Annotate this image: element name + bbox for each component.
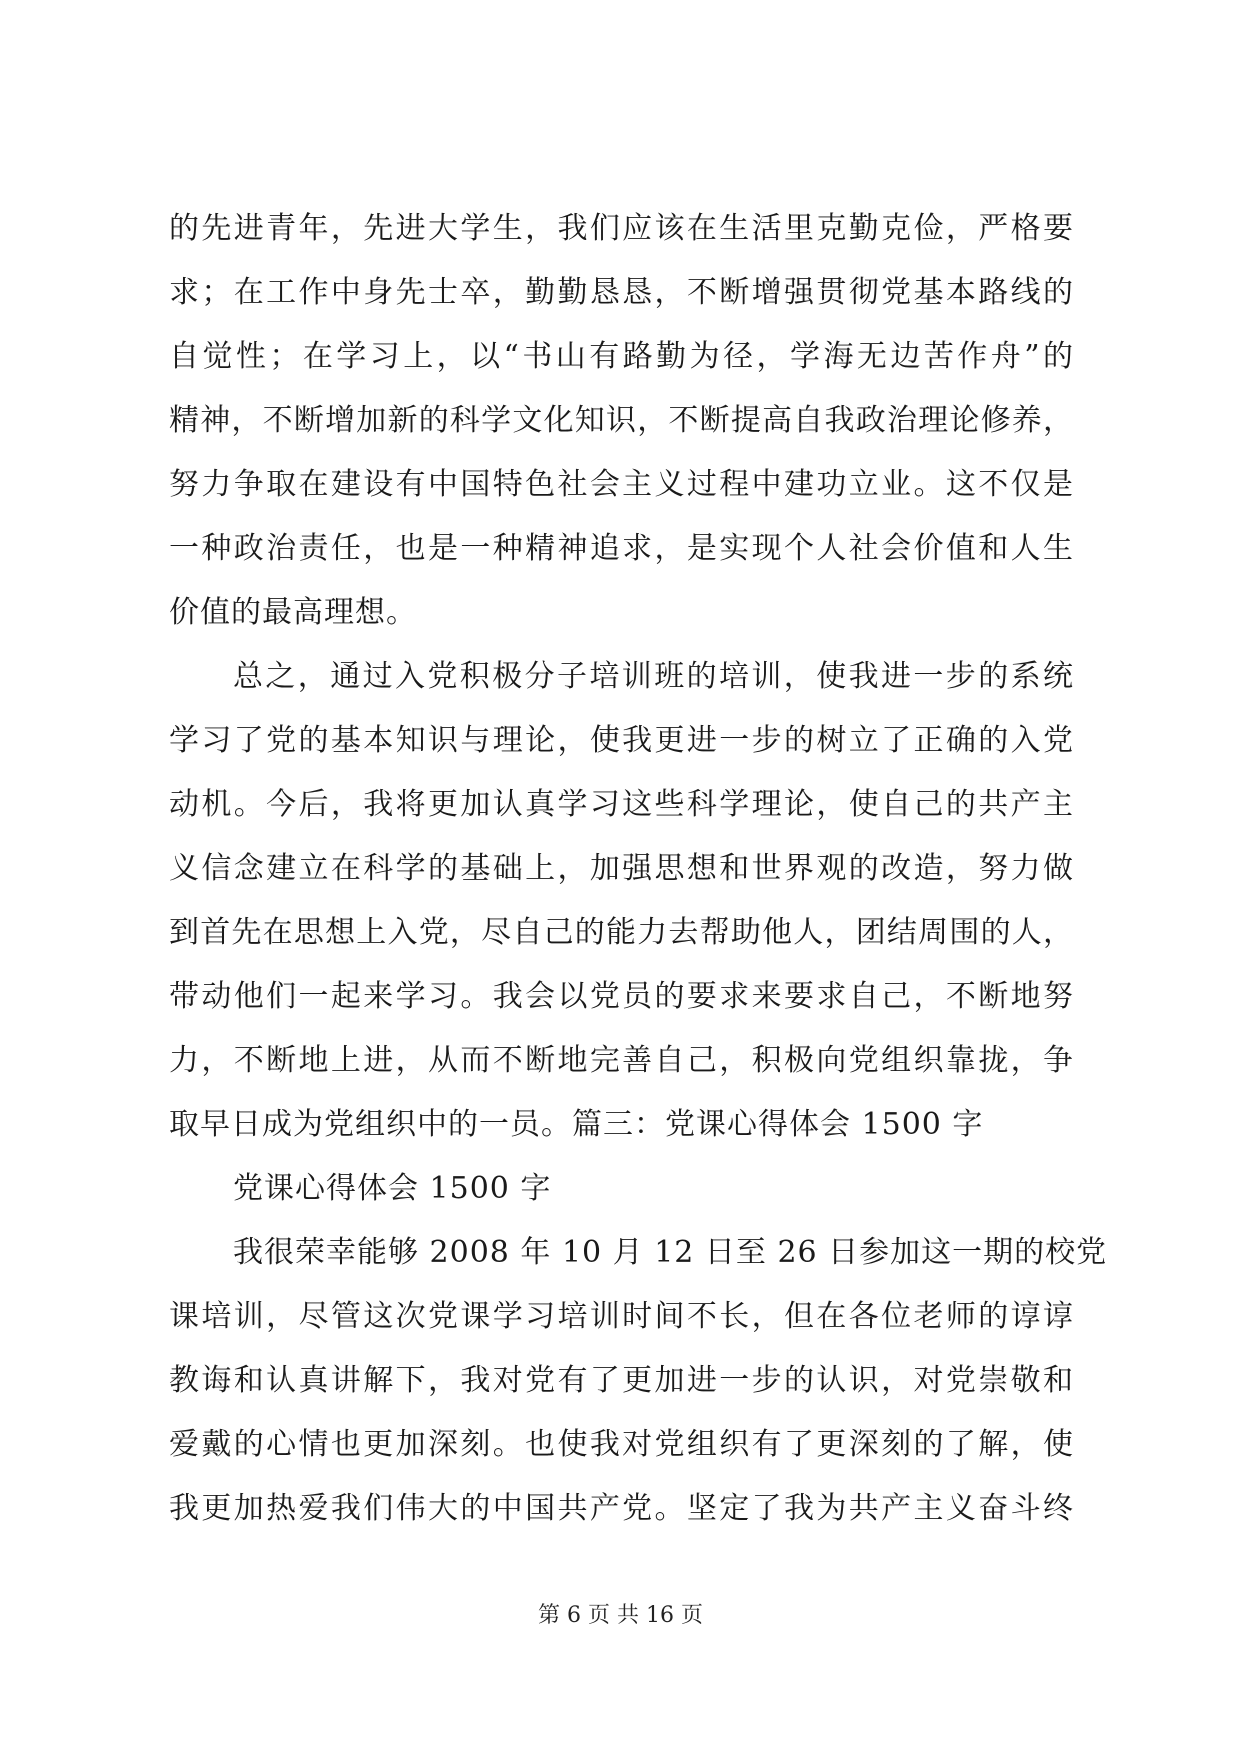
text-line: 我更加热爱我们伟大的中国共产党。坚定了我为共产主义奋斗终 — [169, 1491, 1074, 1526]
section-heading: 党课心得体会 1500 字 — [233, 1171, 552, 1206]
text-line: 自觉性；在学习上，以“书山有路勤为径，学海无边苦作舟”的 — [169, 339, 1074, 374]
text-line: 爱戴的心情也更加深刻。也使我对党组织有了更深刻的了解，使 — [169, 1427, 1074, 1462]
document-body — [169, 197, 1108, 1541]
text-line: 教诲和认真讲解下，我对党有了更加进一步的认识，对党崇敬和 — [169, 1363, 1074, 1398]
text-line: 价值的最高理想。 — [169, 595, 417, 630]
paragraph-start-line: 我很荣幸能够 2008 年 10 月 12 日至 26 日参加这一期的校党 — [233, 1235, 1108, 1270]
text-line: 精神，不断增加新的科学文化知识，不断提高自我政治理论修养， — [169, 403, 1074, 438]
text-line: 努力争取在建设有中国特色社会主义过程中建功立业。这不仅是 — [169, 467, 1074, 502]
paragraph-start-line: 总之，通过入党积极分子培训班的培训，使我进一步的系统 — [233, 659, 1074, 694]
text-line: 课培训，尽管这次党课学习培训时间不长，但在各位老师的谆谆 — [169, 1299, 1074, 1334]
text-line: 的先进青年，先进大学生，我们应该在生活里克勤克俭，严格要 — [169, 211, 1074, 246]
text-line: 求；在工作中身先士卒，勤勤恳恳，不断增强贯彻党基本路线的 — [169, 275, 1074, 310]
text-line: 取早日成为党组织中的一员。篇三：党课心得体会 1500 字 — [169, 1107, 984, 1142]
text-line: 义信念建立在科学的基础上，加强思想和世界观的改造，努力做 — [169, 851, 1074, 886]
text-line: 一种政治责任，也是一种精神追求，是实现个人社会价值和人生 — [169, 531, 1074, 566]
text-line: 到首先在思想上入党，尽自己的能力去帮助他人，团结周围的人， — [169, 915, 1074, 950]
text-line: 学习了党的基本知识与理论，使我更进一步的树立了正确的入党 — [169, 723, 1074, 758]
text-line: 动机。今后，我将更加认真学习这些科学理论，使自己的共产主 — [169, 787, 1074, 822]
text-line: 带动他们一起来学习。我会以党员的要求来要求自己，不断地努 — [169, 979, 1074, 1014]
page-number-footer: 第 6 页 共 16 页 — [538, 1603, 703, 1628]
text-line: 力，不断地上进，从而不断地完善自己，积极向党组织靠拢，争 — [169, 1043, 1074, 1078]
